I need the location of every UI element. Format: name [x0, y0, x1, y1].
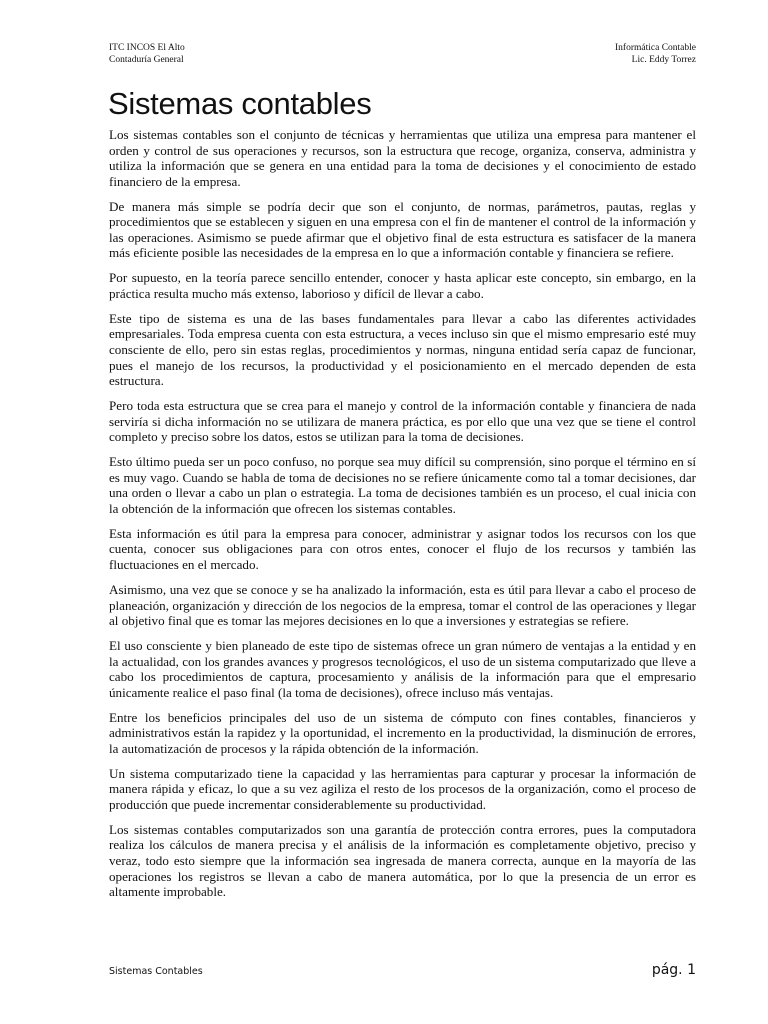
paragraph: Esta información es útil para la empresa para conocer, administrar y asignar todos los recursos con los que cuenta, conocer sus obligaciones para con otros entes, conocer el flujo de los recursos y también las fluctuaciones en el mercado. — [109, 525, 696, 573]
page-header — [109, 42, 696, 66]
header-left — [109, 42, 185, 66]
paragraph: Los sistemas contables computarizados son una garantía de protección contra errores, pues la computadora realiza los cálculos de manera precisa y el análisis de la información es completamente objetivo, preciso y veraz, todo esto siempre que la información sea ingresada de manera correcta, aunque en la mayoría de las operaciones los registros se llevan a cabo de manera automática, por lo que la presencia de un error es altamente improbable. — [109, 821, 696, 900]
document-body — [109, 127, 696, 909]
paragraph: Esto último pueda ser un poco confuso, no porque sea muy difícil su comprensión, sino porque el término en sí es muy vago. Cuando se habla de toma de decisiones no se refiere únicamente como tal a tomar decisiones, dar una orden o llevar a cabo un plan o estrategia. La toma de decisiones también es un proceso, el cual inicia con la obtención de la información que ofrecen los sistemas contables. — [109, 454, 696, 516]
header-right — [615, 42, 696, 66]
department-name: Contaduría General — [109, 55, 184, 65]
page-title: Sistemas contables — [108, 86, 372, 121]
paragraph: Pero toda esta estructura que se crea para el manejo y control de la información contable y financiera de nada serviría si dicha información no se utilizara de manera práctica, es por ello que una vez que se tiene el control completo y preciso sobre los datos, estos se utilizan para la toma de decisiones. — [109, 398, 696, 445]
institution-name: ITC INCOS El Alto — [109, 43, 185, 53]
instructor-name: Lic. Eddy Torrez — [631, 55, 696, 65]
page-number: pág. 1 — [651, 962, 696, 978]
paragraph: Este tipo de sistema es una de las bases fundamentales para llevar a cabo las diferentes actividades empresariales. Toda empresa cuenta con esta estructura, a veces incluso sin que el mismo empresario esté muy consciente de ello, pero sin estas reglas, procedimientos y normas, ninguna entidad sería capaz de funcionar, pues el manejo de los recursos, la productividad y el posicionamiento en el mercado dependen de esta estructura. — [109, 310, 696, 389]
paragraph: De manera más simple se podría decir que son el conjunto, de normas, parámetros, pautas, reglas y procedimientos que se establecen y siguen en una empresa con el fin de mantener el control de la información y las operaciones. Asimismo se puede afirmar que el objetivo final de esta estructura es satisfacer de la manera más eficiente posible las necesidades de la empresa en lo que a información contable y financiera se refiere. — [109, 198, 696, 261]
paragraph: El uso consciente y bien planeado de este tipo de sistemas ofrece un gran número de ventajas a la entidad y en la actualidad, con los grandes avances y progresos tecnológicos, el uso de un sistema computarizado que lleve a cabo los procedimientos de captura, procesamiento y análisis de la información para que el empresario únicamente realice el paso final (la toma de decisiones), ofrece incluso más ventajas. — [109, 638, 696, 700]
paragraph: Entre los beneficios principales del uso de un sistema de cómputo con fines contables, financieros y administrativos están la rapidez y la oportunidad, el incremento en la productividad, la disminución de errores, la automatización de procesos y la rápida obtención de la información. — [109, 709, 696, 756]
footer-document-name: Sistemas Contables — [109, 966, 203, 977]
paragraph: Un sistema computarizado tiene la capacidad y las herramientas para capturar y procesar la información de manera rápida y eficaz, lo que a su vez agiliza el resto de los procesos de la organización, como el proceso de producción que puede incrementar considerablemente su productividad. — [109, 765, 696, 812]
paragraph: Los sistemas contables son el conjunto de técnicas y herramientas que utiliza una empresa para mantener el orden y control de sus operaciones y recursos, son la estructura que recoge, organiza, conserva, administra y utiliza la información que se genera en una entidad para la toma de decisiones y el conocimiento de estado financiero de la empresa. — [109, 127, 696, 189]
paragraph: Asimismo, una vez que se conoce y se ha analizado la información, esta es útil para llevar a cabo el proceso de planeación, organización y dirección de los negocios de la empresa, tomar el control de las operaciones y llegar al objetivo final que es tomar las mejores decisiones en lo que a inversiones y estrategias se refiere. — [109, 581, 696, 629]
page-footer — [109, 962, 696, 978]
paragraph: Por supuesto, en la teoría parece sencillo entender, conocer y hasta aplicar este concepto, sin embargo, en la práctica resulta mucho más extenso, laborioso y difícil de llevar a cabo. — [109, 270, 696, 301]
course-name: Informática Contable — [615, 43, 696, 53]
